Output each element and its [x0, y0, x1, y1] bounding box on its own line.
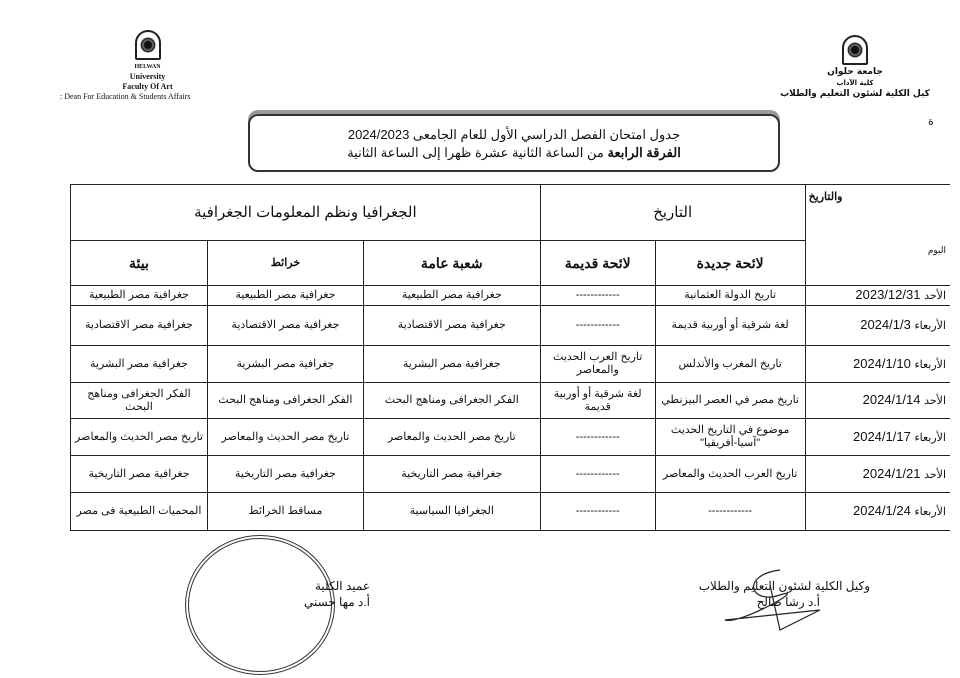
- date-value: 2024/1/10: [852, 355, 911, 371]
- subject-cell: موضوع في التاريخ الحديث "آسيا-أفريقيا": [655, 419, 805, 456]
- exam-schedule-table: [70, 184, 950, 531]
- date-value: 2023/12/31: [855, 287, 921, 302]
- col-general-division: شعبة عامة: [363, 241, 540, 286]
- title-line2: [250, 144, 778, 162]
- subject-cell: جغرافية مصر التاريخية: [207, 456, 363, 493]
- group-history: التاريخ: [540, 185, 805, 241]
- subject-cell: ------------: [540, 306, 655, 346]
- subject-cell: تاريخ مصر الحديث والمعاصر: [207, 419, 363, 456]
- header-left: [60, 30, 235, 102]
- subject-cell: جغرافية مصر التاريخية: [71, 456, 208, 493]
- subject-cell: لغة شرقية أو أوربية قديمة: [540, 383, 655, 419]
- signature-scribble: [720, 565, 840, 635]
- faculty-name: Faculty Of Art: [122, 82, 173, 91]
- table-row: [71, 306, 951, 346]
- subject-cell: جغرافية مصر التاريخية: [363, 456, 540, 493]
- office-name: : Dean For Education & Students Affairs: [60, 92, 191, 101]
- group-geography: الجغرافيا ونظم المعلومات الجغرافية: [71, 185, 541, 241]
- table-row: [71, 419, 951, 456]
- date-cell: [805, 286, 950, 306]
- vice-dean-name: أ.د رشا صالح: [756, 595, 820, 609]
- subject-cell: الفكر الجغرافى ومناهج البحث: [71, 383, 208, 419]
- col-environment: بيئة: [71, 241, 208, 286]
- subject-cell: تاريخ العرب الحديث والمعاصر: [655, 456, 805, 493]
- title-box: [248, 114, 780, 172]
- subject-cell: ------------: [540, 493, 655, 531]
- day-header: اليوم: [927, 245, 946, 255]
- date-cell: [805, 456, 950, 493]
- subject-cell: جغرافية مصر الطبيعية: [363, 286, 540, 306]
- date-value: 2024/1/24: [852, 503, 911, 518]
- subject-cell: جغرافية مصر الطبيعية: [207, 286, 363, 306]
- subject-cell: تاريخ المغرب والأندلس: [655, 346, 805, 383]
- subject-cell: جغرافية مصر الاقتصادية: [207, 306, 363, 346]
- date-value: 2024/1/21: [862, 465, 921, 481]
- subject-cell: تاريخ مصر الحديث والمعاصر: [71, 419, 208, 456]
- day-name: الأحد: [924, 290, 946, 302]
- title-line1: جدول امتحان الفصل الدراسي الأول للعام الجامعى 2024/2023: [347, 127, 681, 142]
- vice-dean-title: وكيل الكلية لشئون التعليم والطلاب: [698, 579, 870, 593]
- dean-signature-block: [270, 578, 370, 610]
- dean-title: عميد الكلية: [315, 579, 370, 593]
- grade-label: الفرقة الرابعة: [607, 145, 681, 160]
- subject-cell: تاريخ الدولة العثمانية: [655, 286, 805, 306]
- header-right: [760, 35, 950, 100]
- subject-cell: ------------: [540, 419, 655, 456]
- date-cell: [805, 306, 950, 346]
- table-row: [71, 346, 951, 383]
- day-name: الأربعاء: [914, 358, 946, 371]
- subject-cell: جغرافية مصر الاقتصادية: [71, 306, 208, 346]
- date-cell: [805, 419, 950, 456]
- col-old-regulation: لائحة قديمة: [540, 241, 655, 286]
- corner-header: [805, 185, 950, 286]
- date-cell: [805, 383, 950, 419]
- date-cell: [805, 346, 950, 383]
- subject-cell: المحميات الطبيعية فى مصر: [71, 493, 208, 531]
- col-maps: خرائط: [207, 241, 363, 286]
- faculty-name-ar: كلية الآداب: [836, 79, 874, 87]
- subject-cell: لغة شرقية أو أوربية قديمة: [655, 306, 805, 346]
- subject-cell: تاريخ مصر في العصر البيزنطي: [655, 383, 805, 419]
- dean-name: أ.د مها حسني: [303, 595, 370, 609]
- col-new-regulation: لائحة جديدة: [655, 241, 805, 286]
- subject-cell: تاريخ العرب الحديث والمعاصر: [540, 346, 655, 383]
- subject-cell: مساقط الخرائط: [207, 493, 363, 531]
- day-name: الأربعاء: [914, 506, 946, 518]
- subject-cell: جغرافية مصر البشرية: [207, 346, 363, 383]
- day-name: الأحد: [924, 468, 946, 481]
- subject-cell: ------------: [540, 456, 655, 493]
- university-name-ar: جامعة حلوان: [827, 67, 883, 77]
- day-name: الأربعاء: [914, 431, 946, 444]
- subject-cell: جغرافية مصر الاقتصادية: [363, 306, 540, 346]
- table-row: [71, 493, 951, 531]
- date-value: 2024/1/17: [852, 428, 911, 444]
- subject-cell: ------------: [655, 493, 805, 531]
- date-cell: [805, 493, 950, 531]
- side-mark: ة: [928, 115, 934, 128]
- subject-cell: تاريخ مصر الحديث والمعاصر: [363, 419, 540, 456]
- table-row: [71, 383, 951, 419]
- day-name: الأحد: [924, 395, 946, 407]
- subject-cell: جغرافية مصر البشرية: [71, 346, 208, 383]
- university-logo-icon: [135, 30, 161, 60]
- subject-cell: جغرافية مصر الطبيعية: [71, 286, 208, 306]
- university-line2: University: [129, 72, 166, 81]
- table-row: [71, 456, 951, 493]
- office-name-ar: كيل الكلية لشئون التعليم والطلاب: [780, 89, 930, 99]
- time-range: من الساعة الثانية عشرة ظهرا إلى الساعة الثانية: [347, 145, 608, 160]
- table-row: [71, 286, 951, 306]
- subject-cell: الفكر الجغرافى ومناهج البحث: [363, 383, 540, 419]
- date-header: والتاريخ: [808, 191, 843, 203]
- day-name: الأربعاء: [914, 320, 946, 332]
- subject-cell: جغرافية مصر البشرية: [363, 346, 540, 383]
- subject-cell: الجغرافيا السياسية: [363, 493, 540, 531]
- university-logo-icon: [842, 35, 868, 65]
- subject-cell: ------------: [540, 286, 655, 306]
- date-value: 2024/1/3: [860, 317, 911, 332]
- date-value: 2024/1/14: [862, 392, 921, 407]
- university-name: HELWAN: [134, 64, 161, 70]
- subject-cell: الفكر الجغرافى ومناهج البحث: [207, 383, 363, 419]
